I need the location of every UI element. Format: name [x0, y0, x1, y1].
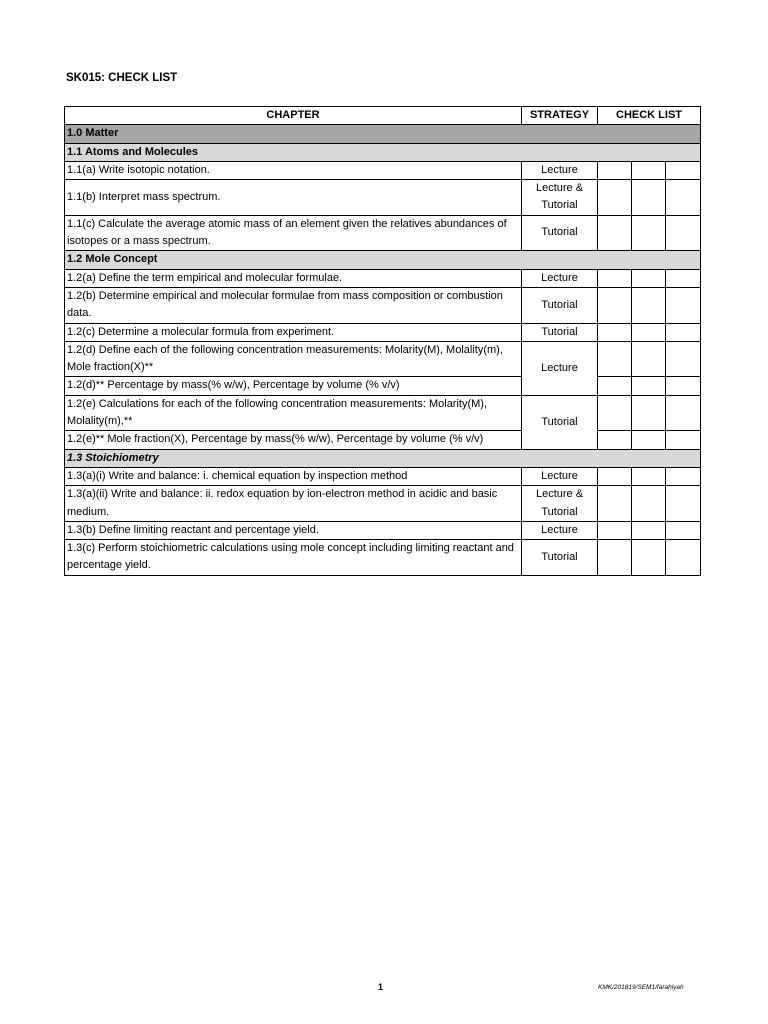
strategy-cell: Lecture: [522, 341, 598, 395]
objective-text: 1.3(a)(ii) Write and balance: ii. redox equation by ion-electron method in acidic and basic medium.: [65, 486, 522, 522]
objective-text: 1.1(a) Write isotopic notation.: [65, 161, 522, 179]
strategy-cell: Tutorial: [522, 215, 598, 251]
check-box[interactable]: [598, 180, 632, 216]
section-row-matter: [65, 125, 701, 143]
check-box[interactable]: [598, 269, 632, 287]
strategy-cell: Lecture: [522, 161, 598, 179]
table-row: [65, 431, 701, 449]
check-box[interactable]: [632, 269, 666, 287]
check-box[interactable]: [666, 323, 701, 341]
check-box[interactable]: [598, 341, 632, 377]
table-row: [65, 180, 701, 216]
check-box[interactable]: [598, 395, 632, 431]
table-row: [65, 521, 701, 539]
table-row: [65, 395, 701, 431]
strategy-cell: Tutorial: [522, 540, 598, 576]
check-box[interactable]: [632, 431, 666, 449]
objective-text: 1.1(c) Calculate the average atomic mass of an element given the relatives abundances of isotopes or a mass spectrum.: [65, 215, 522, 251]
objective-text: 1.3(c) Perform stoichiometric calculations using mole concept including limiting reactant and percentage yield.: [65, 540, 522, 576]
check-box[interactable]: [632, 287, 666, 323]
strategy-cell: Tutorial: [522, 395, 598, 449]
table-row: [65, 467, 701, 485]
check-box[interactable]: [666, 431, 701, 449]
table-row: [65, 341, 701, 377]
check-box[interactable]: [666, 269, 701, 287]
check-box[interactable]: [632, 540, 666, 576]
check-box[interactable]: [666, 521, 701, 539]
table-row: [65, 377, 701, 395]
objective-text: 1.1(b) Interpret mass spectrum.: [65, 180, 522, 216]
check-box[interactable]: [598, 467, 632, 485]
table-row: [65, 540, 701, 576]
check-box[interactable]: [598, 486, 632, 522]
strategy-cell: Lecture & Tutorial: [522, 180, 598, 216]
strategy-cell: Lecture & Tutorial: [522, 486, 598, 522]
objective-text: 1.2(d)** Percentage by mass(% w/w), Percentage by volume (% v/v): [65, 377, 522, 395]
check-box[interactable]: [598, 540, 632, 576]
section-row-stoichiometry: [65, 449, 701, 467]
check-box[interactable]: [666, 215, 701, 251]
section-row-mole: [65, 251, 701, 269]
header-strategy: STRATEGY: [522, 107, 598, 125]
subsection-title: 1.1 Atoms and Molecules: [65, 143, 701, 161]
objective-text: 1.2(e)** Mole fraction(X), Percentage by mass(% w/w), Percentage by volume (% v/v): [65, 431, 522, 449]
table-row: [65, 269, 701, 287]
check-box[interactable]: [598, 323, 632, 341]
table-row: [65, 486, 701, 522]
objective-text: 1.2(e) Calculations for each of the following concentration measurements: Molarity(M), Molality(m),**: [65, 395, 522, 431]
check-box[interactable]: [598, 521, 632, 539]
check-box[interactable]: [666, 540, 701, 576]
strategy-cell: Lecture: [522, 521, 598, 539]
objective-text: 1.3(b) Define limiting reactant and percentage yield.: [65, 521, 522, 539]
check-box[interactable]: [632, 521, 666, 539]
check-box[interactable]: [598, 161, 632, 179]
check-box[interactable]: [598, 377, 632, 395]
strategy-cell: Lecture: [522, 269, 598, 287]
check-box[interactable]: [632, 377, 666, 395]
check-box[interactable]: [632, 341, 666, 377]
header-chapter: CHAPTER: [65, 107, 522, 125]
document-title: SK015: CHECK LIST: [66, 72, 178, 84]
check-box[interactable]: [666, 287, 701, 323]
check-box[interactable]: [632, 161, 666, 179]
page-number: 1: [378, 982, 384, 992]
objective-text: 1.2(b) Determine empirical and molecular formulae from mass composition or combustion data.: [65, 287, 522, 323]
check-box[interactable]: [666, 341, 701, 377]
table-row: [65, 161, 701, 179]
footer-code: KMK/201819/SEM1/farahiyah: [598, 984, 684, 991]
strategy-cell: Tutorial: [522, 323, 598, 341]
subsection-title: 1.2 Mole Concept: [65, 251, 701, 269]
check-box[interactable]: [666, 161, 701, 179]
table-row: [65, 215, 701, 251]
subsection-title: 1.3 Stoichiometry: [65, 449, 701, 467]
check-box[interactable]: [598, 215, 632, 251]
check-box[interactable]: [598, 431, 632, 449]
check-box[interactable]: [632, 486, 666, 522]
checklist-table: [64, 106, 701, 576]
check-box[interactable]: [632, 180, 666, 216]
check-box[interactable]: [632, 323, 666, 341]
objective-text: 1.2(c) Determine a molecular formula from experiment.: [65, 323, 522, 341]
table-row: [65, 287, 701, 323]
table-row: [65, 323, 701, 341]
objective-text: 1.3(a)(i) Write and balance: i. chemical equation by inspection method: [65, 467, 522, 485]
section-row-atoms: [65, 143, 701, 161]
check-box[interactable]: [666, 395, 701, 431]
strategy-cell: Lecture: [522, 467, 598, 485]
check-box[interactable]: [666, 467, 701, 485]
objective-text: 1.2(a) Define the term empirical and molecular formulae.: [65, 269, 522, 287]
check-box[interactable]: [632, 215, 666, 251]
check-box[interactable]: [632, 395, 666, 431]
check-box[interactable]: [632, 467, 666, 485]
header-row: [65, 107, 701, 125]
strategy-cell: Tutorial: [522, 287, 598, 323]
section-title: 1.0 Matter: [65, 125, 701, 143]
check-box[interactable]: [666, 486, 701, 522]
check-box[interactable]: [666, 180, 701, 216]
header-checklist: CHECK LIST: [598, 107, 701, 125]
check-box[interactable]: [598, 287, 632, 323]
check-box[interactable]: [666, 377, 701, 395]
objective-text: 1.2(d) Define each of the following concentration measurements: Molarity(M), Molality(m), Mole fraction(X)**: [65, 341, 522, 377]
